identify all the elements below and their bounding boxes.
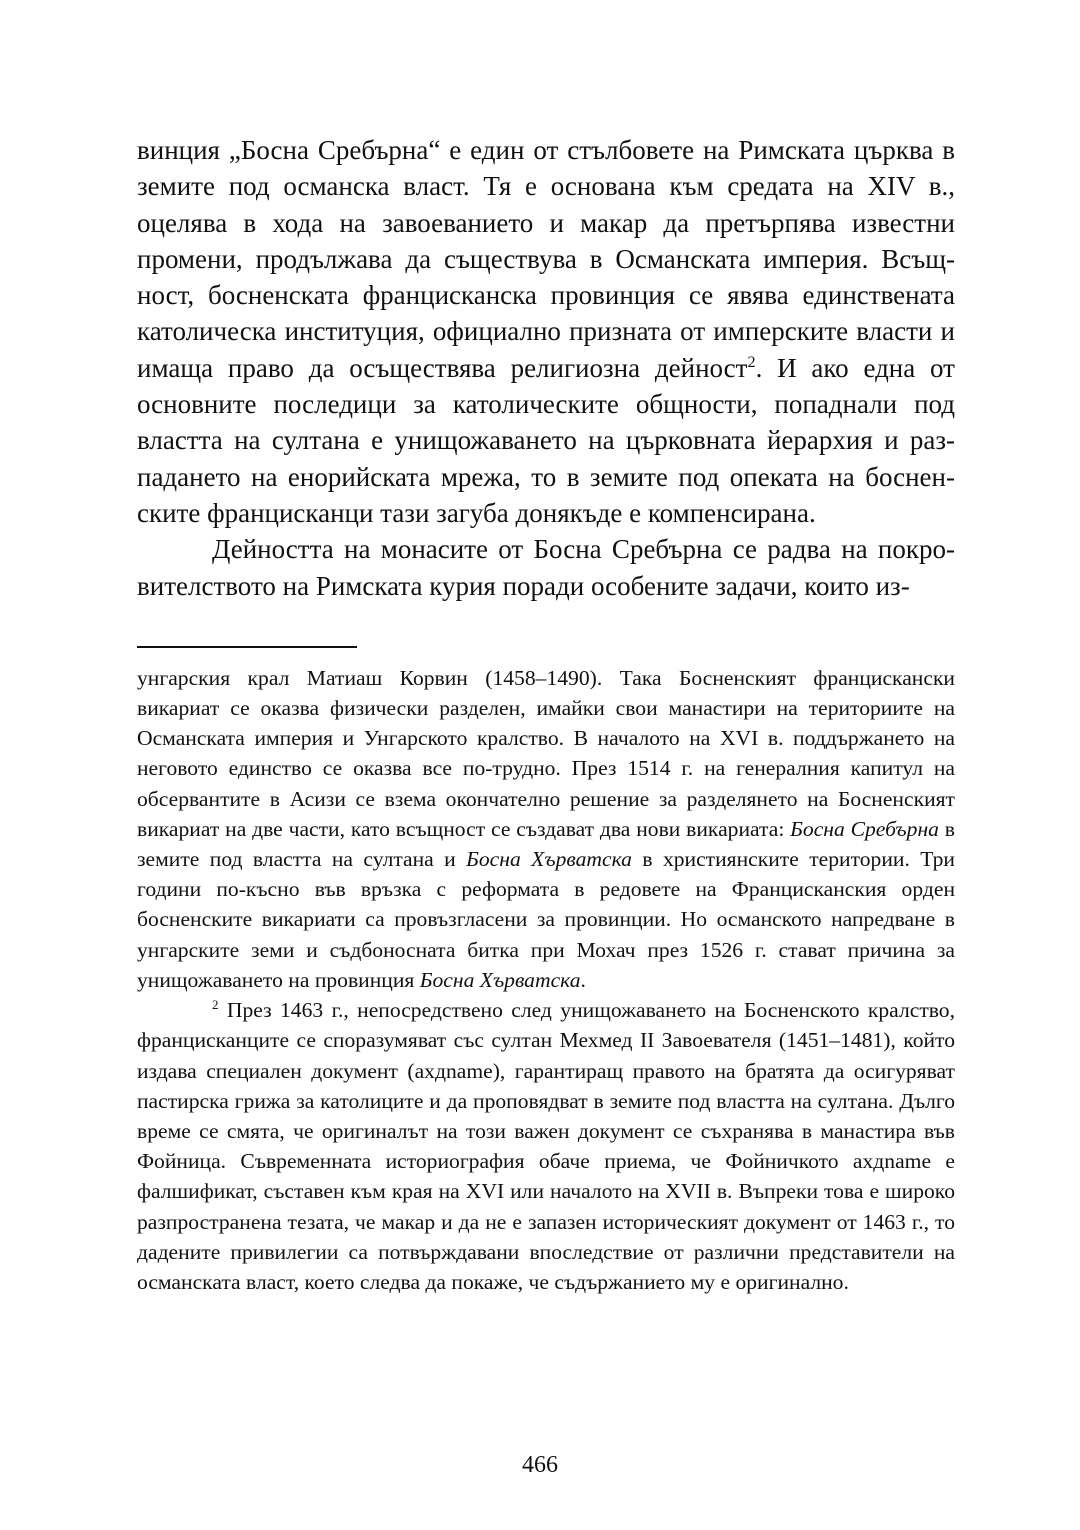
page-number: 466 <box>522 1452 558 1478</box>
main-text <box>137 132 955 604</box>
footnote-1-text-a: унгарския крал Матиаш Корвин (1458–1490). Така Босненският францискански викариат се оказва физически разделен, имайки свои манастири на териториите на Османската империя и Унгарското кралство. В началото на XVI в. поддържането на неговото единство се оказва все по-трудно. През 1514 г. на генералния капитул на обсервантите в Асизи се взема окончателно решение за разделянето на Босненският викариат на две части, като всъщност се създават два нови викариата: <box>137 665 955 841</box>
footnote-1-continuation <box>137 663 955 995</box>
footnote-ref-2: 2 <box>747 352 756 371</box>
footnote-1-text-c: в християнските територии. Три години по-късно във връзка с реформата в редовете на Францисканския орден босненските викариати са провъзгласени за провинции. Но османското напредване в унгарските земи и съдбоносната битка при Мохач през 1526 г. стават причина за унищожаването на провинция <box>137 847 955 992</box>
page-body <box>137 132 955 1297</box>
footnote-2-marker: 2 <box>212 996 219 1012</box>
term-bosna-harvatska-2: Босна Хърватска <box>419 967 581 992</box>
footnote-separator <box>137 646 357 648</box>
term-bosna-harvatska: Босна Хърватска <box>466 847 632 872</box>
footnotes <box>137 663 955 1297</box>
footnote-2-text: През 1463 г., непосредствено след унищожаването на Босненското кралство, францисканците се споразумяват със султан Мехмед II Завоевателя (1451–1481), който издава специален документ (ахдname), гарантиращ правото на братята да осигуряват пастирска грижа за католиците и да проповядват в земите под властта на султана. Дълго време се смята, че оригиналът на този важен документ се съхранява в манастира във Фойница. Съвременната историография обаче приема, че Фойничкото ахдname е фалшификат, съставен към края на XVI или началото на XVII в. Въпреки това е широко разпространена тезата, че макар и да не е запазен историческият документ от 1463 г., то дадените привилегии са потвърждавани впоследствие от различни представители на османската власт, което следва да покаже, че съдържанието му е оригинално. <box>137 998 955 1294</box>
paragraph-1-text-b: . И ако една от основните последици за католическите общности, попаднали под властта на султана е унищожаването на църковната йерархия и разпадането на енорийската мрежа, то в земите под опеката на босненските францисканци тази загуба донякъде е компенсирана. <box>137 352 955 528</box>
paragraph-1 <box>137 132 955 531</box>
paragraph-1-text-a: винция „Босна Сребърна“ е един от стълбовете на Римската църква в земите под османска власт. Тя е основана към средата на XIV в., оцелява в хода на завоеванието и макар да претърпява известни промени, продължава да съществува в Османската империя. Всъщност, босненската францисканска провинция се явява единствената католическа институция, официално призната от имперските власти и имаща право да осъществява религиозна дейност <box>137 135 955 383</box>
footnote-1-text-b: в земите под властта на султана и <box>137 816 955 872</box>
term-bosna-srebarna: Босна Сребърна <box>790 816 939 841</box>
footnote-1-text-d: . <box>580 967 586 992</box>
footnote-2 <box>137 995 955 1297</box>
paragraph-2: Дейността на монасите от Босна Сребърна се радва на покровителството на Римската курия поради особените задачи, които из- <box>137 534 955 601</box>
